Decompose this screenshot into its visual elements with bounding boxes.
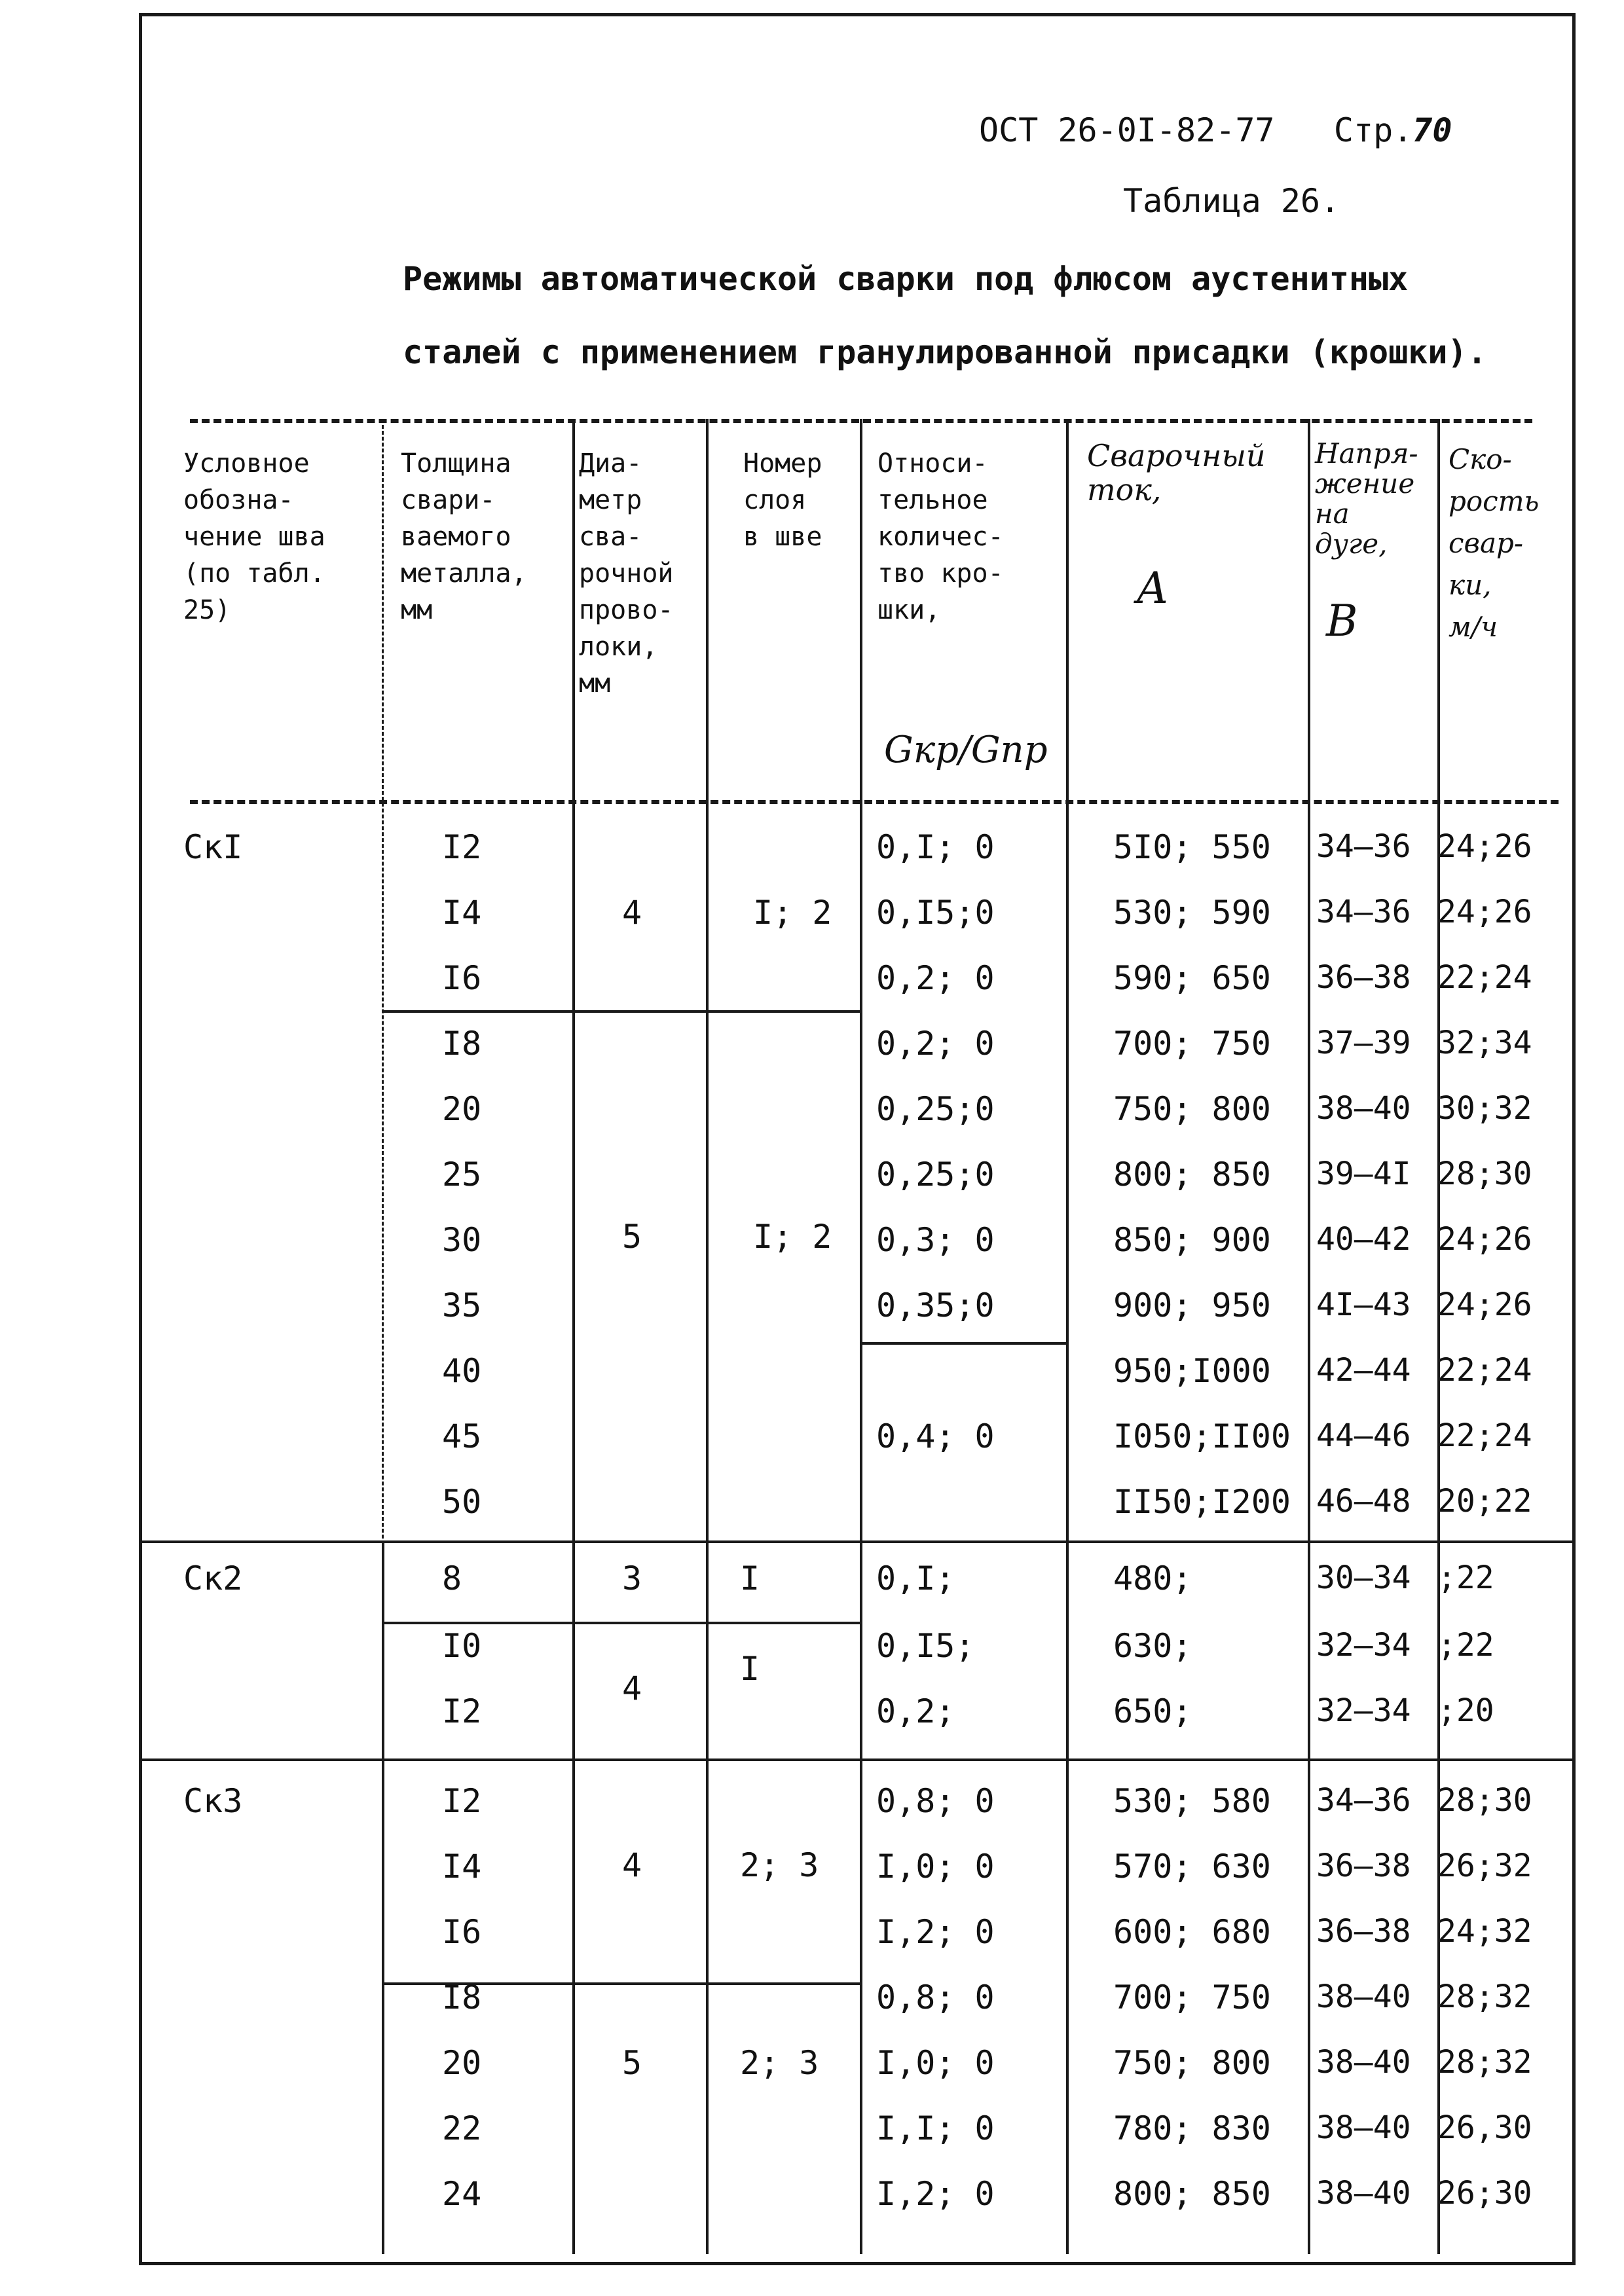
thickness-cell: 40 (442, 1352, 482, 1390)
ratio-cell: I,2; 0 (876, 2175, 995, 2213)
speed-cell: ;20 (1437, 1692, 1494, 1729)
voltage-cell: 34–36 (1316, 894, 1411, 930)
voltage-cell: 38–40 (1316, 1090, 1411, 1127)
voltage-cell: 44–46 (1316, 1417, 1411, 1454)
thickness-cell: 24 (442, 2175, 482, 2213)
speed-cell: 26,30 (1437, 2109, 1532, 2146)
col-header-current: Сварочный ток, (1087, 438, 1266, 507)
col-divider-ratio (1066, 419, 1069, 2254)
group-divider-2 (139, 1758, 1573, 1761)
current-cell: 750; 800 (1113, 1090, 1271, 1128)
ratio-cell: 0,8; 0 (876, 1782, 995, 1820)
ratio-cell: 0,I5;0 (876, 894, 995, 932)
ratio-cell: 0,2; (876, 1692, 955, 1730)
current-cell: 530; 590 (1113, 894, 1271, 932)
header-bottom-rule (190, 800, 1559, 804)
layer-cell: I (740, 1650, 760, 1688)
diameter-cell: 4 (622, 1846, 642, 1884)
current-cell: 570; 630 (1113, 1848, 1271, 1886)
current-cell: I050;II00 (1113, 1417, 1291, 1455)
current-cell: 600; 680 (1113, 1913, 1271, 1951)
col-divider-dia (706, 419, 709, 2254)
col-header-diameter: Диа- метр сва- рочной прово- локи, мм (579, 448, 674, 699)
col-header-thickness: Толщина свари- ваемого металла, мм (401, 448, 527, 625)
current-cell: 700; 750 (1113, 1025, 1271, 1063)
voltage-cell: 40–42 (1316, 1221, 1411, 1258)
ratio-cell: 0,35;0 (876, 1286, 995, 1324)
thickness-cell: 8 (442, 1559, 462, 1597)
voltage-cell: 37–39 (1316, 1025, 1411, 1061)
page-prefix: Стр. (1333, 111, 1413, 149)
voltage-cell: 38–40 (1316, 1978, 1411, 2015)
ratio-cell: I,0; 0 (876, 1848, 995, 1886)
speed-cell: 28;32 (1437, 1978, 1532, 2015)
speed-cell: 22;24 (1437, 959, 1532, 996)
speed-cell: 24;26 (1437, 1286, 1532, 1323)
speed-cell: 22;24 (1437, 1417, 1532, 1454)
document-code (979, 111, 1452, 149)
current-cell: 650; (1113, 1692, 1192, 1730)
speed-cell: 28;30 (1437, 1782, 1532, 1819)
group-divider-1 (139, 1540, 1573, 1543)
speed-cell: 28;30 (1437, 1156, 1532, 1192)
sub-divider-ck1 (382, 1010, 860, 1013)
current-cell: II50;I200 (1113, 1483, 1291, 1521)
ratio-cell: 0,25;0 (876, 1156, 995, 1194)
thickness-cell: 25 (442, 1156, 482, 1194)
voltage-cell: 34–36 (1316, 1782, 1411, 1819)
voltage-cell: 39–4I (1316, 1156, 1411, 1192)
thickness-cell: I4 (442, 894, 482, 932)
voltage-cell: 36–38 (1316, 959, 1411, 996)
current-cell: 480; (1113, 1559, 1192, 1597)
current-cell: 750; 800 (1113, 2044, 1271, 2082)
current-cell: 590; 650 (1113, 959, 1271, 997)
page-number: 70 (1412, 111, 1452, 149)
speed-cell: 24;32 (1437, 1913, 1532, 1950)
layer-cell: I; 2 (753, 1218, 832, 1256)
current-cell: 950;I000 (1113, 1352, 1271, 1390)
speed-cell: 32;34 (1437, 1025, 1532, 1061)
thickness-cell: 45 (442, 1417, 482, 1455)
thickness-cell: I2 (442, 828, 482, 866)
ratio-cell: 0,I; 0 (876, 828, 995, 866)
voltage-cell: 38–40 (1316, 2109, 1411, 2146)
thickness-cell: 50 (442, 1483, 482, 1521)
current-cell: 780; 830 (1113, 2109, 1271, 2147)
thickness-cell: 35 (442, 1286, 482, 1324)
speed-cell: 24;26 (1437, 894, 1532, 930)
ratio-cell: 0,I; (876, 1559, 955, 1597)
layer-cell: I; 2 (753, 894, 832, 932)
sub-divider-ck2 (382, 1622, 860, 1624)
ratio-cell: I,2; 0 (876, 1913, 995, 1951)
thickness-cell: I8 (442, 1978, 482, 2016)
title-line-1: Режимы автоматической сварки под флюсом аустенитных (403, 260, 1409, 298)
voltage-cell: 36–38 (1316, 1913, 1411, 1950)
col-header-layer: Номер слоя в шве (743, 448, 822, 552)
voltage-cell: 46–48 (1316, 1483, 1411, 1520)
ratio-cell: 0,I5; (876, 1627, 975, 1665)
thickness-cell: 20 (442, 1090, 482, 1128)
col-header-ratio: Относи- тельное количес- тво кро- шки, (877, 448, 1004, 625)
col-divider-thk (572, 419, 575, 2254)
title-line-2: сталей с применением гранулированной присадки (крошки). (403, 333, 1487, 371)
col-divider-layer (860, 419, 862, 2254)
voltage-cell: 42–44 (1316, 1352, 1411, 1389)
thickness-cell: 22 (442, 2109, 482, 2147)
ratio-cell: I,0; 0 (876, 2044, 995, 2082)
speed-cell: 24;26 (1437, 828, 1532, 865)
col-divider-mark-a (382, 419, 384, 1539)
current-unit: А (1136, 563, 1169, 613)
speed-cell: ;22 (1437, 1627, 1494, 1664)
table-title (403, 242, 1529, 389)
group-mark: Ск2 (183, 1559, 243, 1597)
doc-code-text: ОСТ 26-0I-82-77 (979, 111, 1275, 149)
current-cell: 800; 850 (1113, 2175, 1271, 2213)
ratio-cell: 0,4; 0 (876, 1417, 995, 1455)
voltage-cell: 32–34 (1316, 1692, 1411, 1729)
layer-cell: I (740, 1559, 760, 1597)
ratio-cell: 0,8; 0 (876, 1978, 995, 2016)
voltage-cell: 38–40 (1316, 2044, 1411, 2081)
speed-cell: 20;22 (1437, 1483, 1532, 1520)
current-cell: 630; (1113, 1627, 1192, 1665)
sub-divider-ratio (860, 1342, 1066, 1345)
diameter-cell: 4 (622, 894, 642, 932)
col-header-mark: Условное обозна- чение шва (по табл. 25) (183, 448, 325, 625)
voltage-unit: В (1326, 596, 1358, 646)
voltage-cell: 36–38 (1316, 1848, 1411, 1884)
thickness-cell: 20 (442, 2044, 482, 2082)
thickness-cell: I4 (442, 1848, 482, 1886)
speed-cell: 24;26 (1437, 1221, 1532, 1258)
layer-cell: 2; 3 (740, 1846, 819, 1884)
ratio-cell: 0,25;0 (876, 1090, 995, 1128)
thickness-cell: I2 (442, 1782, 482, 1820)
diameter-cell: 3 (622, 1559, 642, 1597)
diameter-cell: 4 (622, 1669, 642, 1707)
voltage-cell: 38–40 (1316, 2175, 1411, 2212)
ratio-cell: 0,2; 0 (876, 959, 995, 997)
group-mark: Ск3 (183, 1782, 243, 1820)
thickness-cell: 30 (442, 1221, 482, 1259)
diameter-cell: 5 (622, 2044, 642, 2082)
current-cell: 5I0; 550 (1113, 828, 1271, 866)
speed-cell: 22;24 (1437, 1352, 1532, 1389)
speed-cell: 30;32 (1437, 1090, 1532, 1127)
current-cell: 530; 580 (1113, 1782, 1271, 1820)
thickness-cell: I2 (442, 1692, 482, 1730)
speed-cell: 28;32 (1437, 2044, 1532, 2081)
col-divider-mark-b (382, 1540, 384, 2254)
diameter-cell: 5 (622, 1218, 642, 1256)
ratio-cell: I,I; 0 (876, 2109, 995, 2147)
col-header-voltage: Напря- жение на дуге, (1315, 437, 1418, 560)
ratio-formula: Gкр/Gпр (884, 729, 1048, 771)
ratio-cell: 0,3; 0 (876, 1221, 995, 1259)
current-cell: 700; 750 (1113, 1978, 1271, 2016)
current-cell: 850; 900 (1113, 1221, 1271, 1259)
thickness-cell: I6 (442, 1913, 482, 1951)
thickness-cell: I0 (442, 1627, 482, 1665)
speed-cell: ;22 (1437, 1559, 1494, 1596)
voltage-cell: 4I–43 (1316, 1286, 1411, 1323)
col-header-speed: Ско- рость свар- ки, м/ч (1449, 443, 1540, 643)
group-mark: СкI (183, 828, 243, 866)
thickness-cell: I8 (442, 1025, 482, 1063)
voltage-cell: 30–34 (1316, 1559, 1411, 1596)
thickness-cell: I6 (442, 959, 482, 997)
table-label: Таблица 26. (1123, 182, 1340, 220)
voltage-cell: 34–36 (1316, 828, 1411, 865)
voltage-cell: 32–34 (1316, 1627, 1411, 1664)
current-cell: 800; 850 (1113, 1156, 1271, 1194)
speed-cell: 26;30 (1437, 2175, 1532, 2212)
col-divider-current (1308, 419, 1310, 2254)
current-cell: 900; 950 (1113, 1286, 1271, 1324)
layer-cell: 2; 3 (740, 2044, 819, 2082)
speed-cell: 26;32 (1437, 1848, 1532, 1884)
ratio-cell: 0,2; 0 (876, 1025, 995, 1063)
